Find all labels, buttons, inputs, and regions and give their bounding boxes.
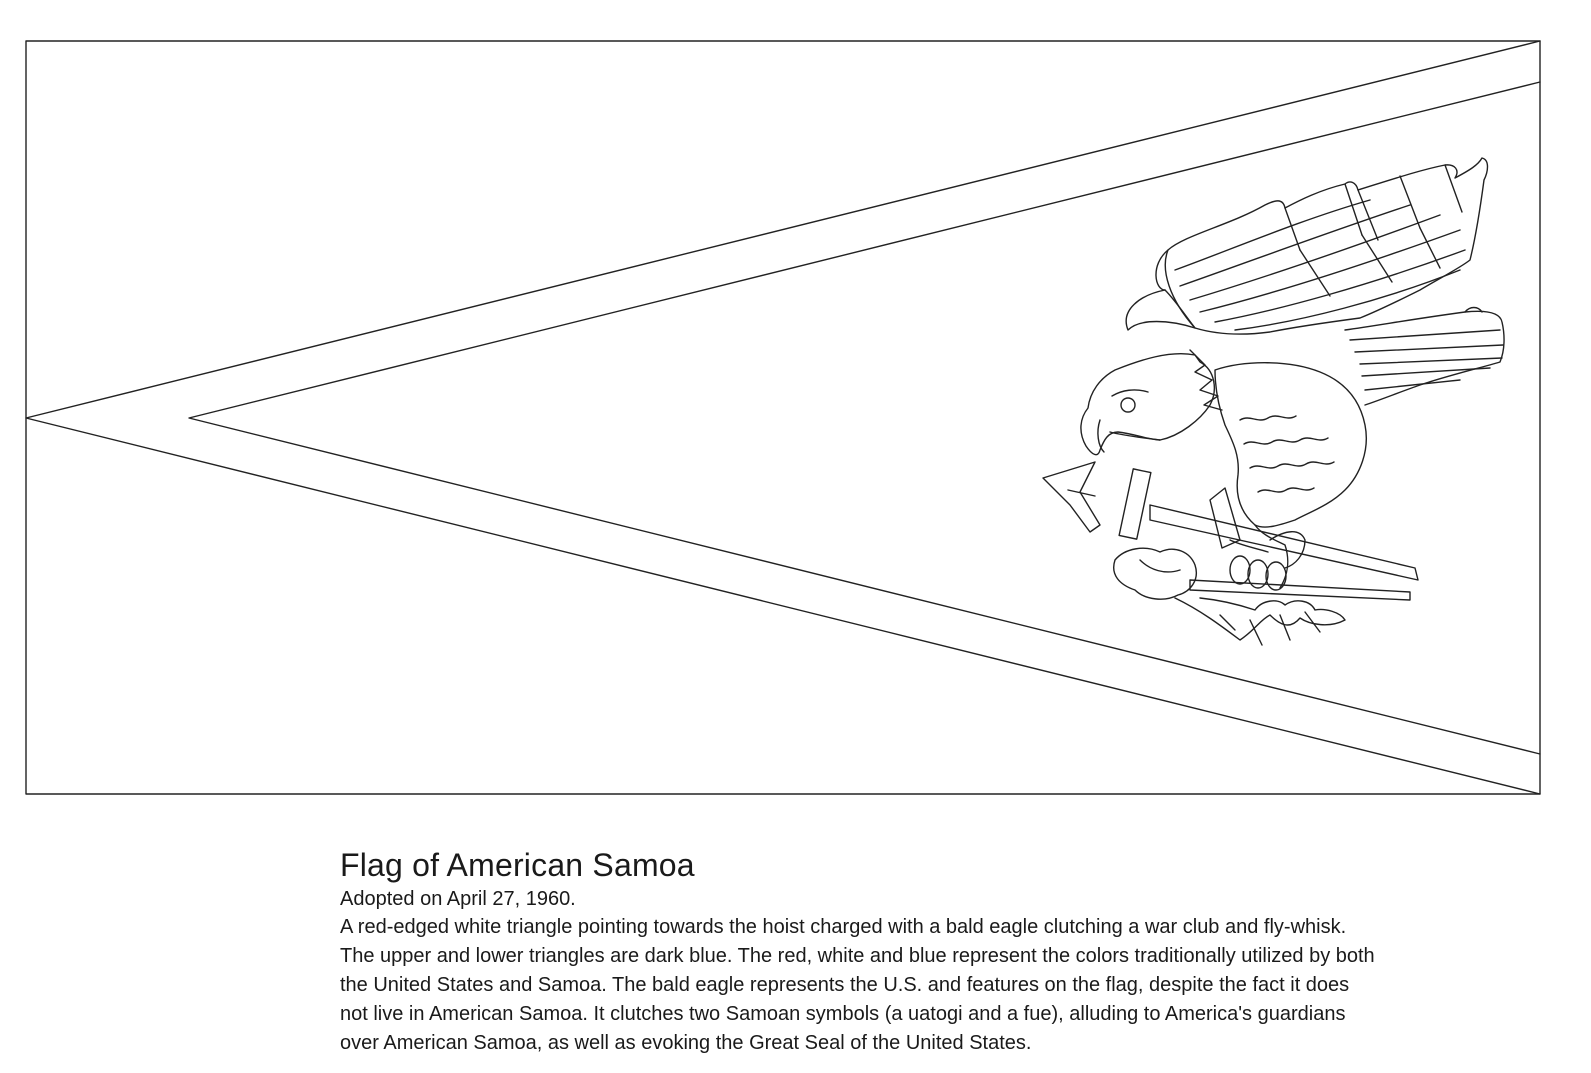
caption-description-line: not live in American Samoa. It clutches two Samoan symbols (a uatogi and a fue), alluding to America's guardians: [340, 1003, 1346, 1025]
inner-triangle: [189, 82, 1540, 754]
caption-description-line: The upper and lower triangles are dark blue. The red, white and blue represent the colors traditionally utilized by both: [340, 945, 1375, 967]
flag-border: [26, 41, 1540, 794]
fly-whisk-icon: [1114, 548, 1410, 645]
caption-description-line: A red-edged white triangle pointing towards the hoist charged with a bald eagle clutching a war club and fly-whisk.: [340, 916, 1347, 938]
war-club-icon: [1043, 462, 1418, 580]
caption-title: Flag of American Samoa: [340, 847, 695, 883]
flag-caption: [340, 845, 1540, 1058]
caption-adopted-date: Adopted on April 27, 1960.: [340, 888, 576, 910]
caption-description-line: over American Samoa, as well as evoking the Great Seal of the United States.: [340, 1032, 1032, 1054]
caption-description-line: the United States and Samoa. The bald eagle represents the U.S. and features on the flag, despite the fact it does: [340, 974, 1350, 996]
outer-triangle: [26, 41, 1540, 794]
eagle-icon: [1081, 158, 1504, 590]
